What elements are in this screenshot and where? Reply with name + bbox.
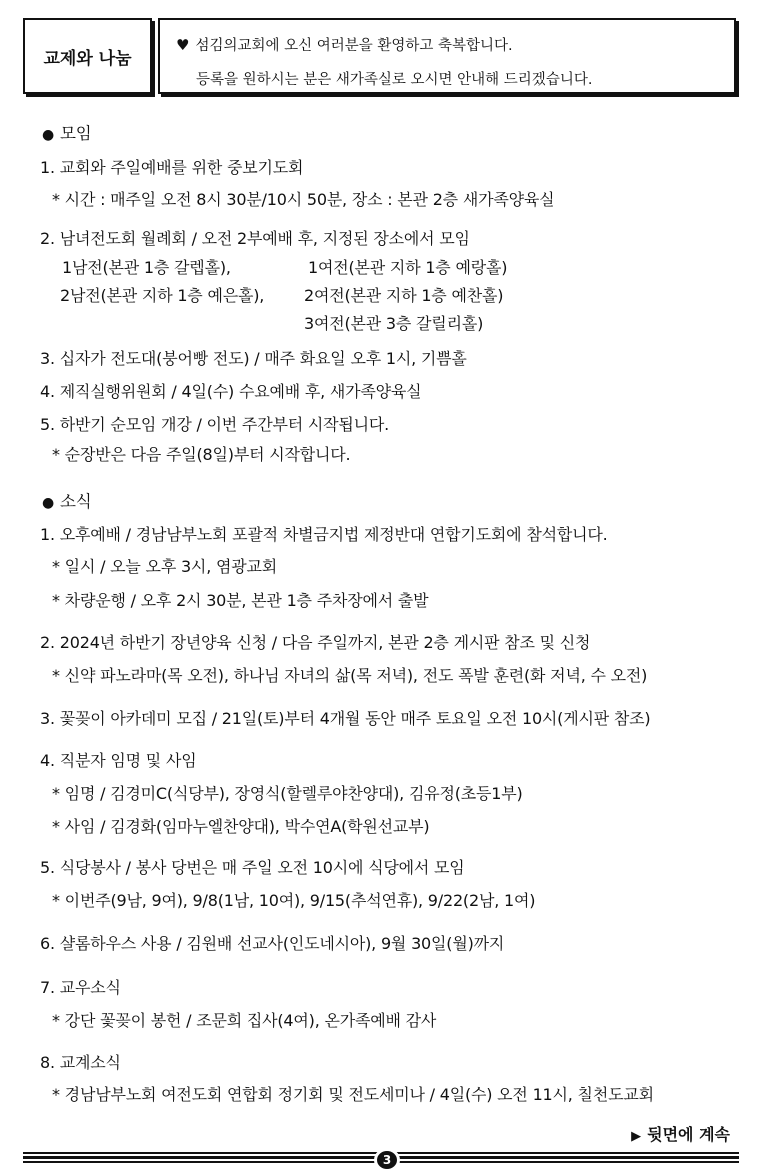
list-item: * 강단 꽃꽂이 봉헌 / 조문희 집사(4여), 온가족예배 감사 xyxy=(52,1011,437,1030)
list-item: 1. 오후예배 / 경남남부노회 포괄적 차별금지법 제정반대 연합기도회에 참석합니다. xyxy=(40,525,608,544)
section-heading-meeting: ● 모임 xyxy=(42,124,92,143)
list-item: * 임명 / 김경미C(식당부), 장영식(할렐루야찬양대), 김유정(초등1부) xyxy=(52,784,523,803)
list-item: 2남전(본관 지하 1층 예은홀), xyxy=(60,286,265,305)
list-item: * 경남남부노회 여전도회 연합회 정기회 및 전도세미나 / 4일(수) 오전 11시, 칠천도교회 xyxy=(52,1085,654,1104)
list-item: * 순장반은 다음 주일(8일)부터 시작합니다. xyxy=(52,445,351,464)
welcome-line xyxy=(176,34,513,55)
list-item: 4. 직분자 임명 및 사임 xyxy=(40,751,197,770)
continued-note: ▶ 뒷면에 계속 xyxy=(631,1125,730,1144)
list-item: 3. 꽃꽂이 아카데미 모집 / 21일(토)부터 4개월 동안 매주 토요일 오전 10시(게시판 참조) xyxy=(40,709,651,728)
list-item: 7. 교우소식 xyxy=(40,978,121,997)
list-item: * 차량운행 / 오후 2시 30분, 본관 1층 주차장에서 출발 xyxy=(52,591,429,610)
list-item: 2. 2024년 하반기 장년양육 신청 / 다음 주일까지, 본관 2층 게시판 참조 및 신청 xyxy=(40,633,591,652)
list-item: 2. 남녀전도회 월례회 / 오전 2부예배 후, 지정된 장소에서 모임 xyxy=(40,229,470,248)
list-item: 3여전(본관 3층 갈릴리홀) xyxy=(304,314,484,333)
list-item: * 신약 파노라마(목 오전), 하나님 자녀의 삶(목 저녁), 전도 폭발 훈련(화 저녁, 수 오전) xyxy=(52,666,648,685)
list-item: 1남전(본관 1층 갈렙홀), xyxy=(62,258,231,277)
list-item: * 사임 / 김경화(임마누엘찬양대), 박수연A(학원선교부) xyxy=(52,817,430,836)
bullet-icon: ● xyxy=(42,495,55,511)
list-item: * 일시 / 오늘 오후 3시, 염광교회 xyxy=(52,557,277,576)
triangle-right-icon: ▶ xyxy=(631,1129,642,1144)
list-item: 1. 교회와 주일예배를 위한 중보기도회 xyxy=(40,158,304,177)
list-item: * 이번주(9남, 9여), 9/8(1남, 10여), 9/15(추석연휴), 9/22(2남, 1여) xyxy=(52,891,536,910)
list-item: * 시간 : 매주일 오전 8시 30분/10시 50분, 장소 : 본관 2층 새가족양육실 xyxy=(52,190,555,209)
list-item: 6. 샬롬하우스 사용 / 김원배 선교사(인도네시아), 9월 30일(월)까지 xyxy=(40,934,505,953)
page-number: 3 xyxy=(374,1148,400,1172)
bullet-icon: ● xyxy=(42,127,55,143)
list-item: 5. 식당봉사 / 봉사 당번은 매 주일 오전 10시에 식당에서 모임 xyxy=(40,858,465,877)
list-item: 2여전(본관 지하 1층 예찬홀) xyxy=(304,286,504,305)
heart-icon: ♥ xyxy=(176,36,190,54)
register-line: 등록을 원하시는 분은 새가족실로 오시면 안내해 드리겠습니다. xyxy=(196,72,593,88)
list-item: 3. 십자가 전도대(붕어빵 전도) / 매주 화요일 오후 1시, 기쁨홀 xyxy=(40,349,467,368)
list-item: 8. 교계소식 xyxy=(40,1053,121,1072)
list-item: 1여전(본관 지하 1층 예랑홀) xyxy=(308,258,508,277)
section-title: 교제와 나눔 xyxy=(43,48,132,69)
section-title-box xyxy=(23,18,152,94)
welcome-box xyxy=(158,18,736,94)
section-heading-news: ● 소식 xyxy=(42,492,92,511)
list-item: 5. 하반기 순모임 개강 / 이번 주간부터 시작됩니다. xyxy=(40,415,390,434)
list-item: 4. 제직실행위원회 / 4일(수) 수요예배 후, 새가족양육실 xyxy=(40,382,422,401)
welcome-text: 섬김의교회에 오신 여러분을 환영하고 축복합니다. xyxy=(195,38,513,54)
